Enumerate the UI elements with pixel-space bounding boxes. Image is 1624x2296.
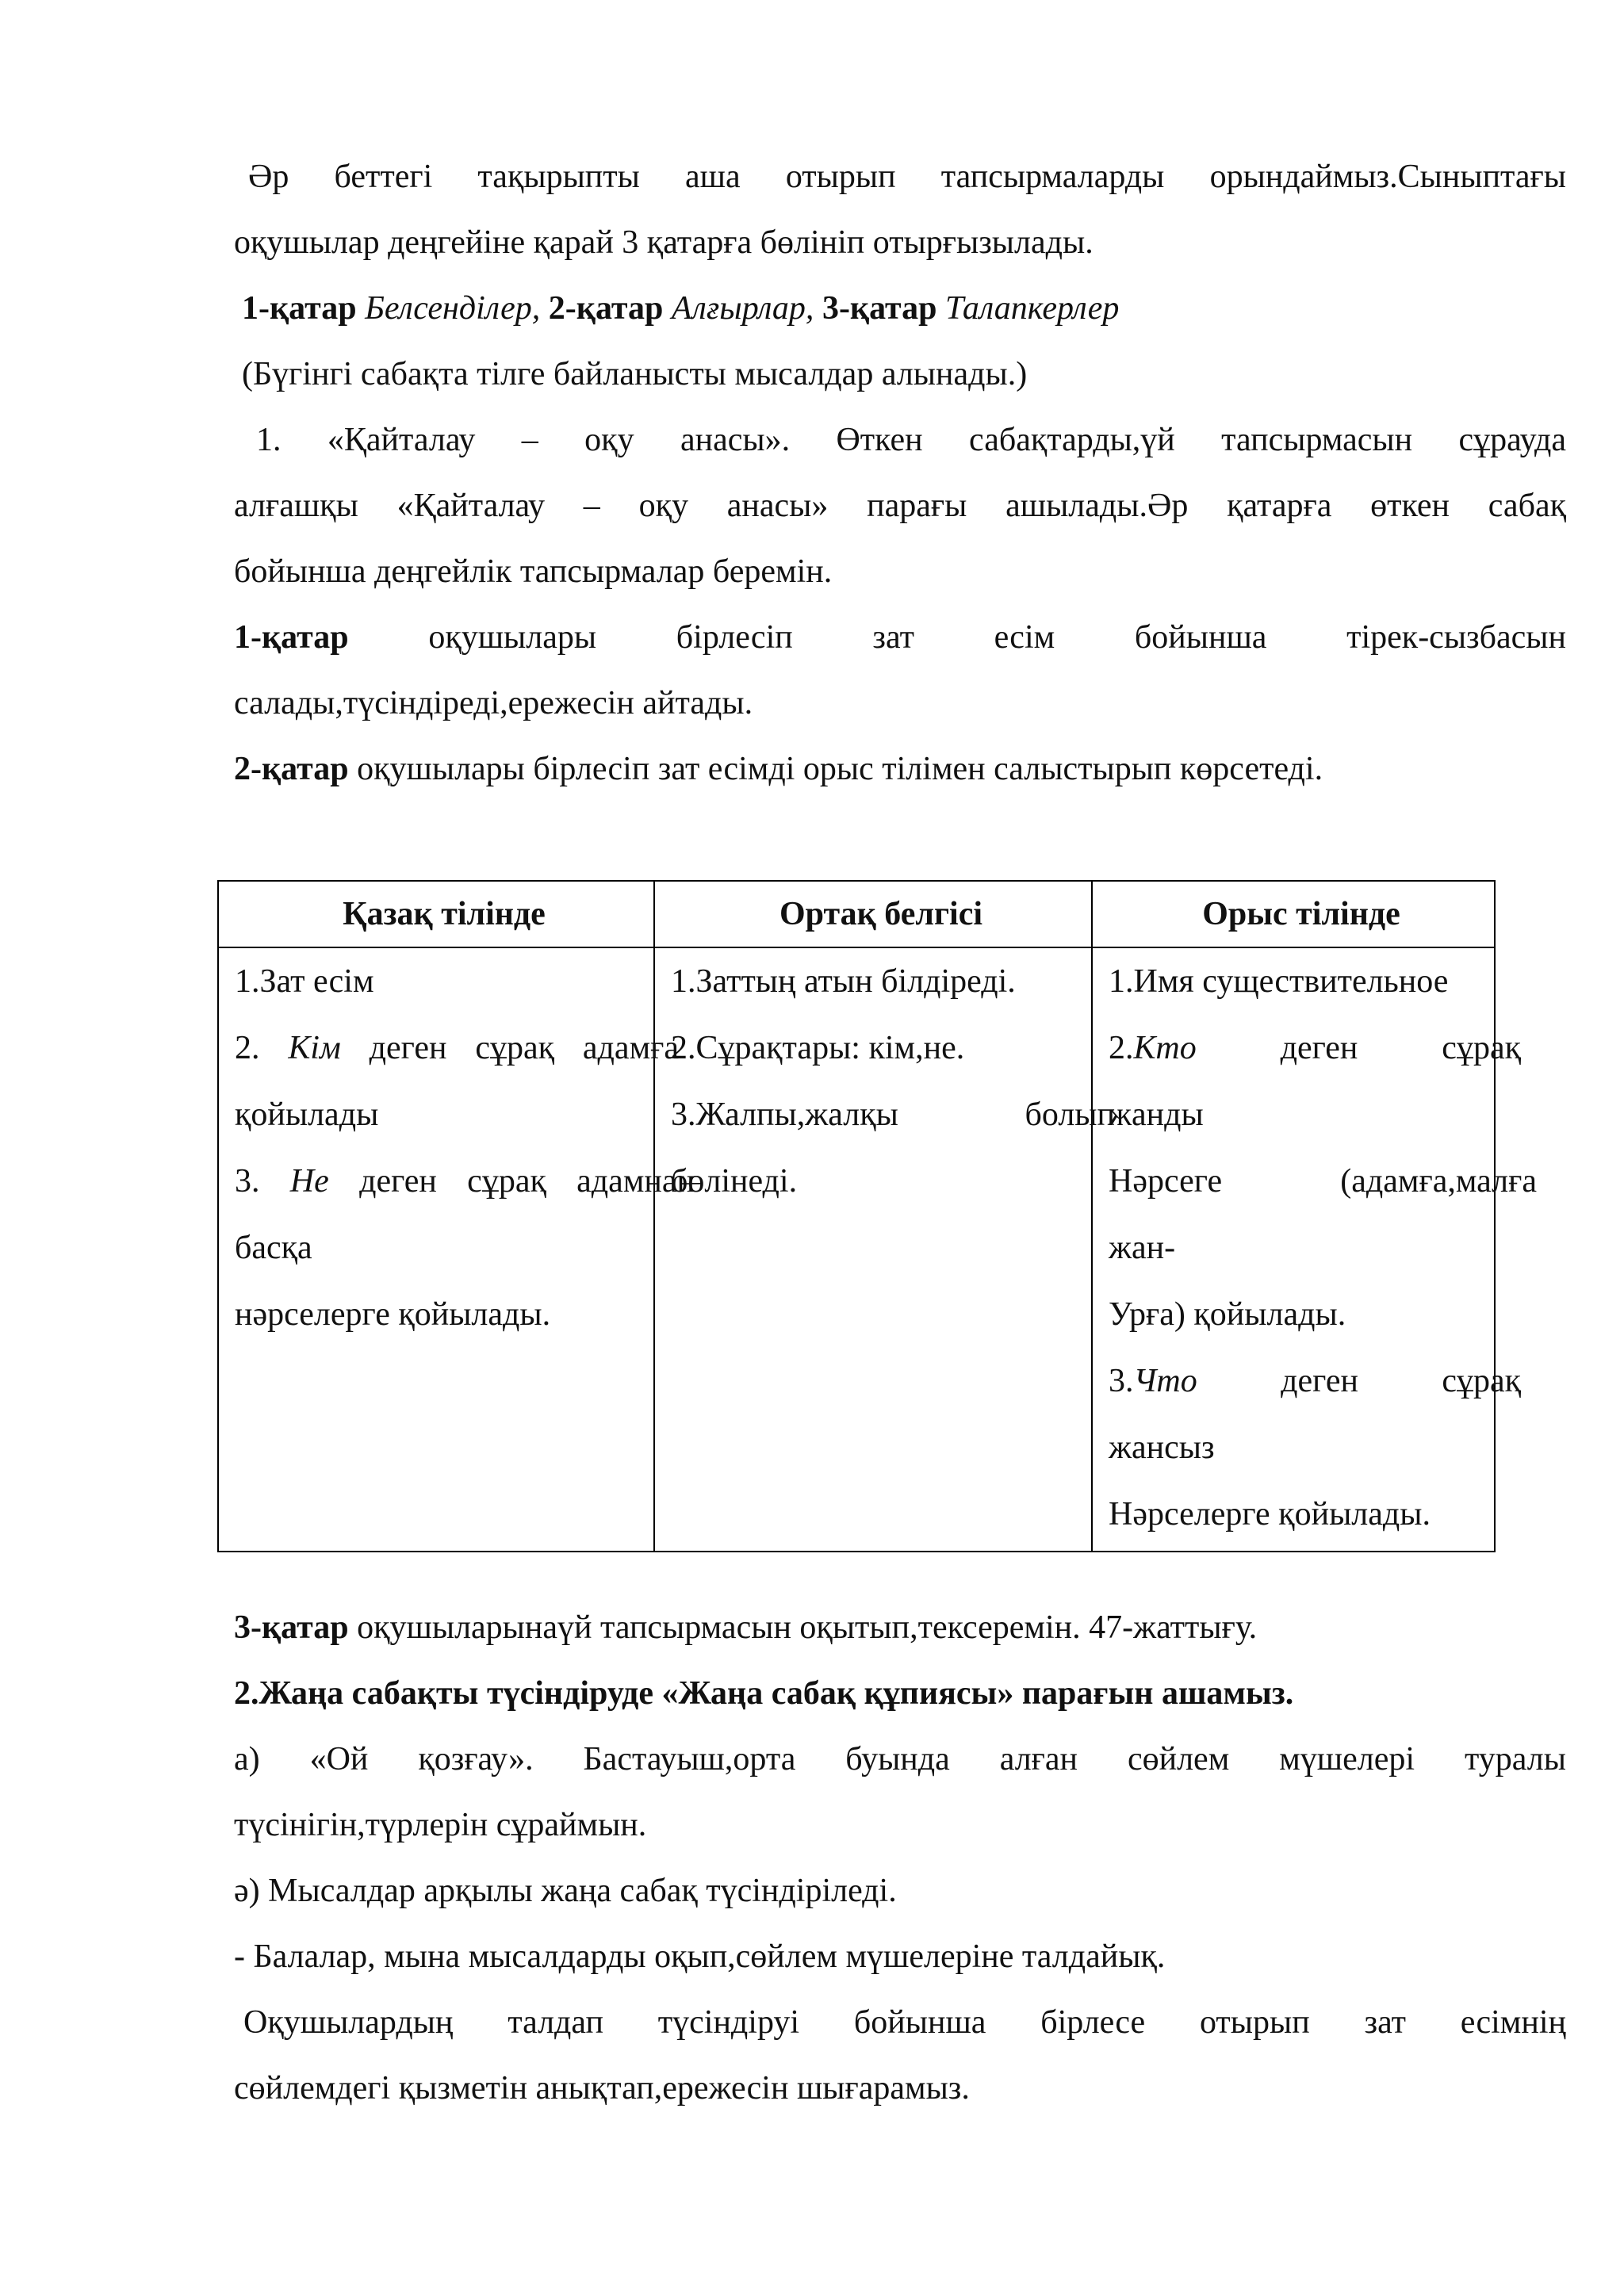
last-line-2: сөйлемдегі қызметін анықтап,ережесін шығарамыз. bbox=[234, 2070, 970, 2107]
row2-task-line bbox=[234, 737, 1566, 802]
comparison-table bbox=[217, 880, 1537, 1552]
item-a-line-2: түсінігін,түрлерін сұраймын. bbox=[234, 1807, 647, 1843]
header-common: Ортақ белгісі bbox=[654, 881, 1092, 947]
cell-common bbox=[654, 947, 1115, 1552]
item-a-line-1: а) «Ой қозғау». Бастауыш,орта буында алған сөйлем мүшелері туралы bbox=[234, 1741, 1566, 1777]
dash-line: - Балалар, мына мысалдарды оқып,сөйлем мүшелеріне талдайық. bbox=[234, 1938, 1166, 1975]
row2-task-text: оқушылары бірлесіп зат есімді орыс тілімен салыстырып көрсетеді. bbox=[357, 751, 1323, 787]
cell-line: жан- bbox=[1109, 1230, 1176, 1266]
cell-line: 2.Сұрақтары: кім,не. bbox=[671, 1030, 965, 1066]
row2-name: Алғырлар, bbox=[671, 290, 814, 327]
row3-task-label: 3-қатар bbox=[234, 1609, 349, 1646]
row1-name: Белсенділер, bbox=[365, 290, 541, 327]
cell-line: жанды bbox=[1109, 1096, 1204, 1133]
cell-line: жансыз bbox=[1109, 1429, 1215, 1466]
row2-task-label: 2-қатар bbox=[234, 751, 349, 787]
cell-line: 3.Жалпы,жалқы болып bbox=[671, 1096, 1115, 1133]
row3-task-line bbox=[234, 1595, 1566, 1661]
row1-task-line-1 bbox=[234, 605, 1566, 671]
item1-line-1: 1. «Қайталау – оқу анасы». Өткен сабақтарды,үй тапсырмасын сұрауда bbox=[256, 422, 1566, 458]
cell-line: 1.Имя существительное bbox=[1109, 963, 1449, 1000]
cell-line: 3. Не деген сұрақ адамнан bbox=[235, 1163, 695, 1200]
item-ae-line: ә) Мысалдар арқылы жаңа сабақ түсіндіріледі. bbox=[234, 1873, 897, 1909]
row3-label: 3-қатар bbox=[822, 290, 937, 327]
row2-label: 2-қатар bbox=[548, 290, 664, 327]
cell-line: 3.Что деген сұрақ bbox=[1109, 1363, 1522, 1399]
cell-line: Урға) қойылады. bbox=[1109, 1296, 1346, 1333]
table-row bbox=[218, 947, 1495, 1552]
item2-heading: 2.Жаңа сабақты түсіндіруде «Жаңа сабақ құпиясы» парағын ашамыз. bbox=[234, 1675, 1294, 1712]
row3-name: Талапкерлер bbox=[945, 290, 1120, 327]
cell-line: 1.Заттың атын білдіреді. bbox=[671, 963, 1016, 1000]
row1-task-line-2: салады,түсіндіреді,ережесін айтады. bbox=[234, 685, 753, 721]
item1-line-2: алғашқы «Қайталау – оқу анасы» парағы ашылады.Әр қатарға өткен сабақ bbox=[234, 488, 1566, 524]
cell-line: 2. Кім деген сұрақ адамға bbox=[235, 1030, 680, 1066]
note-line: (Бүгінгі сабақта тілге байланысты мысалдар алынады.) bbox=[242, 356, 1028, 392]
cell-line: 2.Кто деген сұрақ bbox=[1109, 1030, 1521, 1066]
cell-kazakh bbox=[218, 947, 695, 1552]
intro-line-1: Әр беттегі тақырыпты аша отырып тапсырмаларды орындаймыз.Сыныптағы bbox=[248, 159, 1566, 195]
cell-russian bbox=[1092, 947, 1537, 1552]
row1-label: 1-қатар bbox=[242, 290, 357, 327]
rows-line bbox=[234, 276, 1574, 342]
cell-line: қойылады bbox=[235, 1096, 379, 1133]
header-kazakh: Қазақ тілінде bbox=[218, 881, 654, 947]
header-russian: Орыс тілінде bbox=[1092, 881, 1495, 947]
cell-line: Нәрселерге қойылады. bbox=[1109, 1496, 1431, 1533]
table-header-row bbox=[218, 881, 1495, 947]
last-line-1: Оқушылардың талдап түсіндіруі бойынша бірлесе отырып зат есімнің bbox=[243, 2004, 1566, 2041]
cell-line: басқа bbox=[235, 1230, 312, 1266]
intro-line-2: оқушылар деңгейіне қарай 3 қатарға бөлініп отырғызылады. bbox=[234, 224, 1094, 261]
cell-line: 1.Зат есім bbox=[235, 963, 374, 1000]
row1-task-label: 1-қатар bbox=[234, 619, 349, 656]
cell-line: нәрселерге қойылады. bbox=[235, 1296, 551, 1333]
cell-line: Нәрсеге (адамға,малға bbox=[1109, 1163, 1537, 1200]
row1-task-text: оқушылары бірлесіп зат есім бойынша тірек-сызбасын bbox=[428, 619, 1566, 656]
cell-line: бөлінеді. bbox=[671, 1163, 798, 1200]
row3-task-text: оқушыларынаүй тапсырмасын оқытып,тексеремін. 47-жаттығу. bbox=[357, 1609, 1258, 1646]
item1-line-3: бойынша деңгейлік тапсырмалар беремін. bbox=[234, 553, 833, 590]
